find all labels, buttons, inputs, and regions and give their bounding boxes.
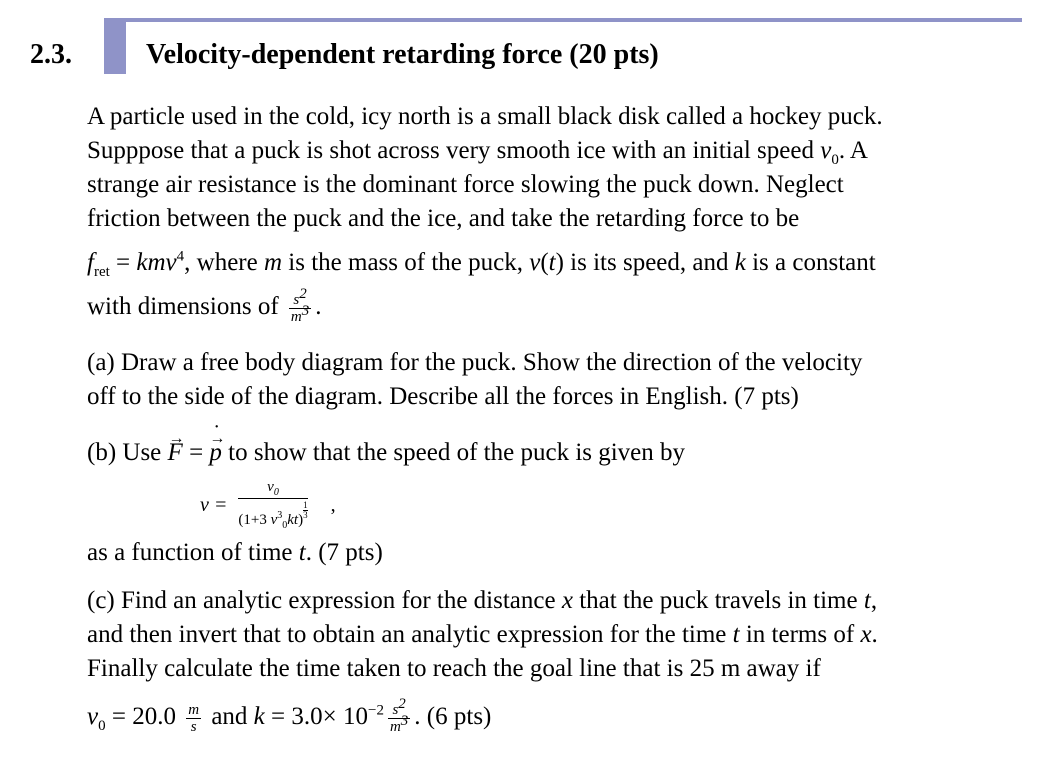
section-title: Velocity-dependent retarding force (20 pts) xyxy=(146,39,659,70)
intro-line-4: friction between the puck and the ice, and take the retarding force to be xyxy=(87,205,800,232)
part-a-line-2: off to the side of the diagram. Describe all the forces in English. (7 pts) xyxy=(87,383,799,410)
part-c-line-1: (c) Find an analytic expression for the distance x that the puck travels in time t, xyxy=(87,587,878,614)
velocity-unit-fraction: $\frac{m}{s}$ xyxy=(188,701,200,735)
part-c-line-3: Finally calculate the time taken to reach the goal line that is 25 m away if xyxy=(87,655,821,682)
intro-line-5: $f_{ret} = kmv^4$, where m is the mass of the puck, v(t) is its speed, and k is a constant xyxy=(87,248,876,280)
part-b-line-1: (b) Use → F = → p · to show that the speed of the puck is given by xyxy=(87,436,685,470)
intro-line-3: strange air resistance is the dominant force slowing the puck down. Neglect xyxy=(87,171,844,198)
k-unit-fraction: $\frac{s^2}{m^3}$ xyxy=(389,695,409,735)
part-c-line-4: $v_0 = 20.0$ $\frac{m}{s}$ and $k = 3.0\times 10^{-2}$ $\frac{s^2}{m^3}$ . (6 pts) xyxy=(87,695,492,735)
intro-line-6: with dimensions of $\frac{s^2}{m^3}$ . xyxy=(87,285,322,325)
dimension-fraction: $\frac{s^2}{m^3}$ xyxy=(290,285,310,325)
header-rule xyxy=(104,18,1022,22)
part-c-line-2: and then invert that to obtain an analytic expression for the time t in terms of x. xyxy=(87,621,878,648)
part-b-line-2: as a function of time t. (7 pts) xyxy=(87,539,383,566)
force-vector: → F xyxy=(168,436,183,470)
header-accent-bar xyxy=(104,18,126,74)
momentum-derivative: → p · xyxy=(209,436,222,470)
speed-equation: v = $v_0$ (1+3 $v^3_0kt$) $\frac{1}{3}$ , xyxy=(200,479,336,531)
section-number: 2.3. xyxy=(30,39,72,70)
part-a-line-1: (a) Draw a free body diagram for the puck. Show the direction of the velocity xyxy=(87,349,863,376)
intro-line-1: A particle used in the cold, icy north is a small black disk called a hockey puck. xyxy=(87,103,883,130)
intro-line-2: Supppose that a puck is shot across very smooth ice with an initial speed $v_0$. A xyxy=(87,137,868,168)
